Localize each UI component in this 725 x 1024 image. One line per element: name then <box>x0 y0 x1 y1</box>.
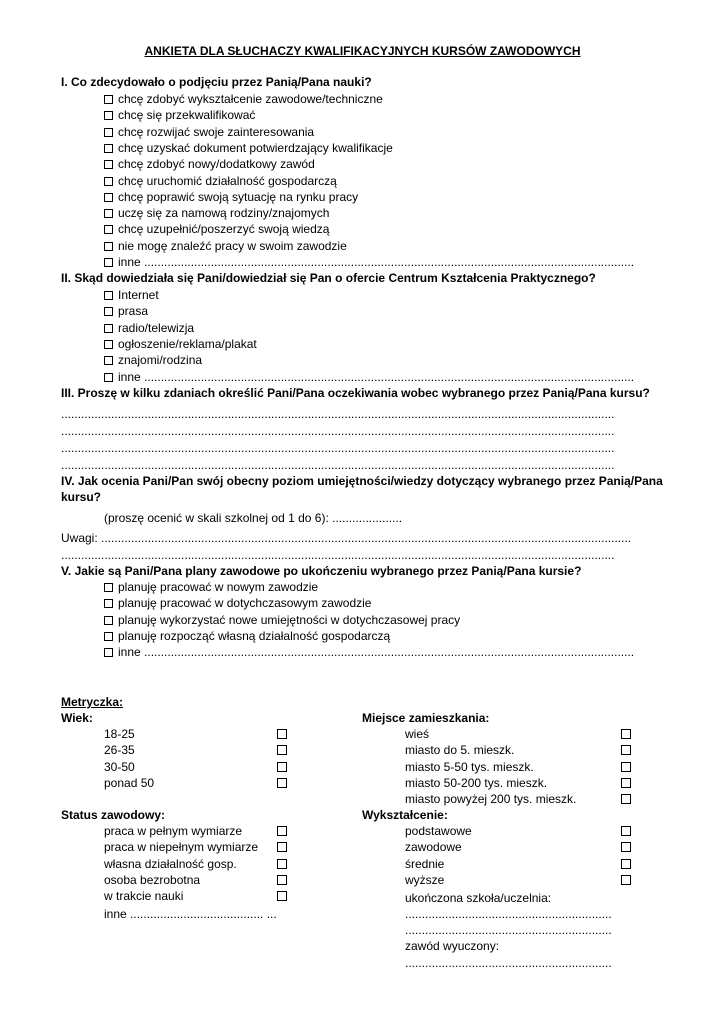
q2-option[interactable] <box>104 303 148 319</box>
q1-option-label: chcę uzyskać dokument potwierdzający kwalifikacje <box>118 140 393 155</box>
checkbox-icon[interactable] <box>104 373 113 382</box>
checkbox-icon[interactable] <box>104 209 113 218</box>
checkbox-icon[interactable] <box>621 875 631 885</box>
checkbox-icon[interactable] <box>621 778 631 788</box>
residence-option-label: miasto 50-200 tys. mieszk. <box>405 775 548 790</box>
q4-heading: IV. Jak ocenia Pani/Pan swój obecny poziom umiejętności/wiedzy dotyczący wybranego przez Panią/Pana <box>61 474 663 488</box>
q1-option-label: chcę zdobyć nowy/dodatkowy zawód <box>118 157 315 172</box>
q4-scale-field[interactable]: (proszę ocenić w skali szkolnej od 1 do 6): ..................... <box>104 511 403 525</box>
checkbox-icon[interactable] <box>104 258 113 267</box>
q1-option[interactable] <box>104 140 393 156</box>
residence-option-label: miasto powyżej 200 tys. mieszk. <box>405 792 577 807</box>
school-label: ukończona szkoła/uczelnia: <box>405 891 552 905</box>
checkbox-icon[interactable] <box>621 842 631 852</box>
q5-option[interactable] <box>104 612 460 628</box>
q1-option[interactable] <box>104 173 337 189</box>
q2-option[interactable] <box>104 320 194 336</box>
checkbox-icon[interactable] <box>104 599 113 608</box>
q2-option-label: radio/telewizja <box>118 320 195 335</box>
q1-option-label: chcę uruchomić działalność gospodarczą <box>118 173 337 188</box>
profession-label: zawód wyuczony: <box>405 939 500 953</box>
q3-answer-line[interactable]: ...................................................................................................................................................................... <box>61 424 615 438</box>
checkbox-icon[interactable] <box>277 859 287 869</box>
q1-option[interactable] <box>104 221 329 237</box>
q2-option[interactable] <box>104 369 634 385</box>
checkbox-icon[interactable] <box>621 762 631 772</box>
education-option-label: podstawowe <box>405 824 472 838</box>
q2-option[interactable] <box>104 287 159 303</box>
q1-option-label: uczę się za namową rodziny/znajomych <box>118 206 330 221</box>
age-option-label: ponad 50 <box>104 775 155 790</box>
metryczka-title: Metryczka: <box>61 695 124 709</box>
checkbox-icon[interactable] <box>621 794 631 804</box>
q2-option-label: znajomi/rodzina <box>118 353 203 368</box>
q1-option-label: chcę zdobyć wykształcenie zawodowe/techniczne <box>118 92 383 106</box>
q2-option-label: Internet <box>118 288 159 302</box>
status-other-field[interactable]: inne ........................................ ... <box>104 907 277 921</box>
checkbox-icon[interactable] <box>104 324 113 333</box>
q3-answer-line[interactable]: ...................................................................................................................................................................... <box>61 441 615 455</box>
status-option-label: w trakcie nauki <box>104 889 184 904</box>
status-option-label: osoba bezrobotna <box>104 872 201 887</box>
q5-option[interactable] <box>104 644 634 660</box>
q2-option-label: inne ................................................................................................................................................... <box>118 369 635 384</box>
age-label: Wiek: <box>61 711 93 725</box>
status-option-label: praca w niepełnym wymiarze <box>104 840 259 855</box>
q2-option-label: prasa <box>118 304 149 319</box>
q1-option[interactable] <box>104 124 314 140</box>
checkbox-icon[interactable] <box>104 616 113 625</box>
checkbox-icon[interactable] <box>277 729 287 739</box>
q2-heading: II. Skąd dowiedziała się Pani/dowiedział się Pan o ofercie Centrum Kształcenia Praktycznego? <box>61 271 596 285</box>
education-option-label: średnie <box>405 856 445 871</box>
q1-option-label: nie mogę znaleźć pracy w swoim zawodzie <box>118 238 347 253</box>
checkbox-icon[interactable] <box>621 729 631 739</box>
q1-option[interactable] <box>104 205 329 221</box>
checkbox-icon[interactable] <box>104 307 113 316</box>
q2-option-label: ogłoszenie/reklama/plakat <box>118 336 257 351</box>
q1-option-label: chcę uzupełnić/poszerzyć swoją wiedzą <box>118 222 330 237</box>
age-option-label: 30-50 <box>104 759 135 774</box>
q1-option[interactable] <box>104 91 383 107</box>
q5-heading: V. Jakie są Pani/Pana plany zawodowe po ukończeniu wybranego przez Panią/Pana kursie? <box>61 564 582 578</box>
profession-line[interactable]: .............................................................. <box>405 956 612 970</box>
q5-option[interactable] <box>104 628 390 644</box>
education-option-label: wyższe <box>405 872 445 887</box>
school-line[interactable]: .............................................................. <box>405 907 612 921</box>
checkbox-icon[interactable] <box>104 193 113 202</box>
q5-option-label: planuję pracować w nowym zawodzie <box>118 580 319 594</box>
q1-option-label: chcę się przekwalifikować <box>118 108 256 123</box>
q1-option[interactable] <box>104 156 315 172</box>
q4-remarks-field[interactable]: Uwagi: ............................................................................................................................................................... <box>61 531 632 545</box>
q1-heading: I. Co zdecydowało o podjęciu przez Panią/Pana nauki? <box>61 75 372 89</box>
checkbox-icon[interactable] <box>104 356 113 365</box>
checkbox-icon[interactable] <box>277 826 287 836</box>
checkbox-icon[interactable] <box>104 95 113 104</box>
residence-label: Miejsce zamieszkania: <box>362 711 490 725</box>
education-label: Wykształcenie: <box>362 808 448 822</box>
q5-option[interactable] <box>104 595 371 611</box>
q3-heading: III. Proszę w kilku zdaniach określić Pani/Pana oczekiwania wobec wybranego przez Panią/Pana kursu? <box>61 386 650 400</box>
checkbox-icon[interactable] <box>104 128 113 137</box>
q3-answer-line[interactable]: ...................................................................................................................................................................... <box>61 458 615 472</box>
q2-option[interactable] <box>104 352 202 368</box>
status-label: Status zawodowy: <box>61 808 166 822</box>
q1-option[interactable] <box>104 238 347 254</box>
checkbox-icon[interactable] <box>104 242 113 251</box>
q1-option[interactable] <box>104 107 255 123</box>
checkbox-icon[interactable] <box>277 842 287 852</box>
checkbox-icon[interactable] <box>104 160 113 169</box>
q5-option[interactable] <box>104 579 318 595</box>
status-option-label: praca w pełnym wymiarze <box>104 824 243 838</box>
checkbox-icon[interactable] <box>277 745 287 755</box>
q5-option-label: planuję rozpocząć własną działalność gospodarczą <box>118 628 391 643</box>
residence-option-label: miasto do 5. mieszk. <box>405 743 515 758</box>
checkbox-icon[interactable] <box>104 225 113 234</box>
q5-option-label: planuję wykorzystać nowe umiejętności w dotychczasowej pracy <box>118 612 461 627</box>
checkbox-icon[interactable] <box>104 648 113 657</box>
q1-option-label: inne ................................................................................................................................................... <box>118 255 635 269</box>
checkbox-icon[interactable] <box>277 762 287 772</box>
checkbox-icon[interactable] <box>104 111 113 120</box>
q2-option[interactable] <box>104 336 257 352</box>
checkbox-icon[interactable] <box>277 891 287 901</box>
checkbox-icon[interactable] <box>104 177 113 186</box>
checkbox-icon[interactable] <box>621 859 631 869</box>
checkbox-icon[interactable] <box>104 291 113 300</box>
q3-answer-line[interactable]: ...................................................................................................................................................................... <box>61 407 615 421</box>
q5-option-label: inne ................................................................................................................................................... <box>118 645 635 660</box>
education-option-label: zawodowe <box>405 840 462 855</box>
checkbox-icon[interactable] <box>277 778 287 788</box>
q1-option-label: chcę rozwijać swoje zainteresowania <box>118 124 315 139</box>
checkbox-icon[interactable] <box>104 340 113 349</box>
checkbox-icon[interactable] <box>104 632 113 641</box>
q1-option[interactable] <box>104 254 634 270</box>
checkbox-icon[interactable] <box>621 826 631 836</box>
residence-option-label: miasto 5-50 tys. mieszk. <box>405 759 534 774</box>
residence-option-label: wieś <box>405 727 430 741</box>
status-option-label: własna działalność gosp. <box>104 856 237 871</box>
q5-option-label: planuję pracować w dotychczasowym zawodzie <box>118 596 372 611</box>
q4-remarks-line[interactable]: ...................................................................................................................................................................... <box>61 548 615 562</box>
q4-heading-cont: kursu? <box>61 490 102 504</box>
checkbox-icon[interactable] <box>277 875 287 885</box>
checkbox-icon[interactable] <box>104 583 113 592</box>
q1-option[interactable] <box>104 189 358 205</box>
page-title: ANKIETA DLA SŁUCHACZY KWALIFIKACYJNYCH KURSÓW ZAWODOWYCH <box>144 44 581 58</box>
checkbox-icon[interactable] <box>104 144 113 153</box>
school-line[interactable]: .............................................................. <box>405 923 612 937</box>
age-option-label: 18-25 <box>104 727 135 741</box>
checkbox-icon[interactable] <box>621 745 631 755</box>
age-option-label: 26-35 <box>104 743 135 758</box>
q1-option-label: chcę poprawić swoją sytuację na rynku pracy <box>118 189 359 204</box>
